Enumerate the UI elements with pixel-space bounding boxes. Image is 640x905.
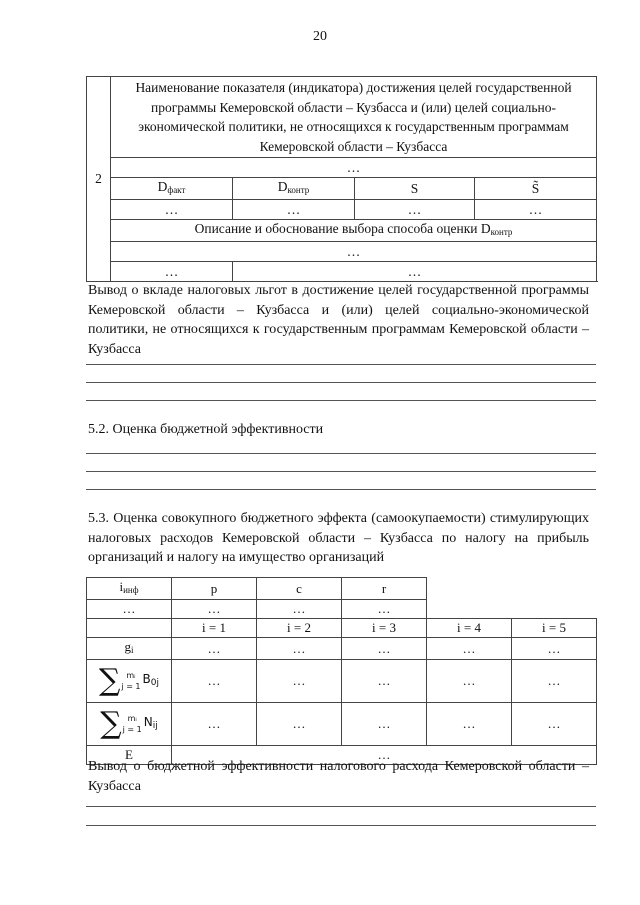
sum-b-value: …: [427, 660, 512, 703]
sum-n-value: …: [257, 703, 342, 746]
value-i-inf: …: [87, 600, 172, 619]
header-i-inf: $i_{инф}$: [87, 578, 172, 600]
col-i-5: i = 5: [512, 619, 597, 638]
header-p: p: [172, 578, 257, 600]
fill-line: [86, 825, 596, 826]
col-d-control: $D_{контр}$: [233, 178, 355, 200]
value-s: …: [355, 200, 475, 220]
page-number: 20: [313, 29, 327, 44]
section-5-3-heading: 5.3. Оценка совокупного бюджетного эффекта (самоокупаемости) стимулирующих налоговых расходов Кемеровской области – Кузбасса по налогу на прибыль организаций и налогу на имущество организаций: [88, 511, 589, 565]
sum-n-formula: ∑ mᵢ j = 1 $N_{ij}$: [100, 706, 158, 741]
header-r: r: [342, 578, 427, 600]
sum-b-value: …: [512, 660, 597, 703]
row-e: E: [87, 746, 172, 765]
value-p: …: [172, 600, 257, 619]
row-number-cell: [87, 77, 111, 282]
col-i-2: i = 2: [257, 619, 342, 638]
header-c: c: [257, 578, 342, 600]
sum-b-formula: ∑ mᵢ j = 1 $B_{0j}$: [99, 663, 159, 698]
g-value: …: [257, 638, 342, 660]
fill-line: [86, 453, 596, 454]
value-r: …: [342, 600, 427, 619]
g-value: …: [427, 638, 512, 660]
description-header: Описание и обоснование выбора способа оценки $D_{контр}$: [111, 220, 597, 242]
sum-b-value: …: [172, 660, 257, 703]
conclusion-budget-efficiency: Вывод о бюджетной эффективности налогового расхода Кемеровской области – Кузбасса: [88, 759, 589, 794]
fill-line: [86, 364, 596, 365]
col-s-tilde: S̃: [475, 178, 597, 200]
col-d-fact: $D_{факт}$: [111, 178, 233, 200]
g-value: …: [342, 638, 427, 660]
fill-line: [86, 382, 596, 383]
fill-line: [86, 806, 596, 807]
row-sum-n: [87, 703, 172, 746]
value-d-control: …: [233, 200, 355, 220]
col-i-1: i = 1: [172, 619, 257, 638]
sum-n-value: …: [512, 703, 597, 746]
budget-effect-table: [86, 577, 597, 765]
sum-b-value: …: [257, 660, 342, 703]
last-row-number: …: [111, 262, 233, 282]
sum-n-value: …: [427, 703, 512, 746]
col-i-4: i = 4: [427, 619, 512, 638]
sum-b-value: …: [342, 660, 427, 703]
sum-n-value: …: [342, 703, 427, 746]
section-5-2-heading: 5.2. Оценка бюджетной эффективности: [88, 422, 324, 437]
value-s-tilde: …: [475, 200, 597, 220]
description-value: …: [111, 242, 597, 262]
g-value: …: [172, 638, 257, 660]
indicator-name-header: Наименование показателя (индикатора) достижения целей государственной программы Кемеровской области – Кузбасса и (или) целей социально-экономической политики, не относящихся к государственным программам Кемеровской области – Кузбасса: [111, 77, 597, 158]
conclusion-tax-benefits: Вывод о вкладе налоговых льгот в достижение целей государственной программы Кемеровской области – Кузбасса и (или) целей социально-экономической политики, не относящихся к государственным программам Кемеровской области – Кузбасса: [88, 283, 589, 357]
row-sum-b: [87, 660, 172, 703]
row-number: 2: [95, 171, 102, 186]
value-c: …: [257, 600, 342, 619]
fill-line: [86, 471, 596, 472]
value-d-fact: …: [111, 200, 233, 220]
indicator-name-value: …: [111, 158, 597, 178]
e-value: …: [172, 746, 597, 765]
indicator-table: [86, 76, 597, 282]
fill-line: [86, 400, 596, 401]
sum-n-value: …: [172, 703, 257, 746]
col-s: S: [355, 178, 475, 200]
row-g: $g_i$: [87, 638, 172, 660]
col-i-3: i = 3: [342, 619, 427, 638]
last-row-value: …: [233, 262, 597, 282]
g-value: …: [512, 638, 597, 660]
fill-line: [86, 489, 596, 490]
